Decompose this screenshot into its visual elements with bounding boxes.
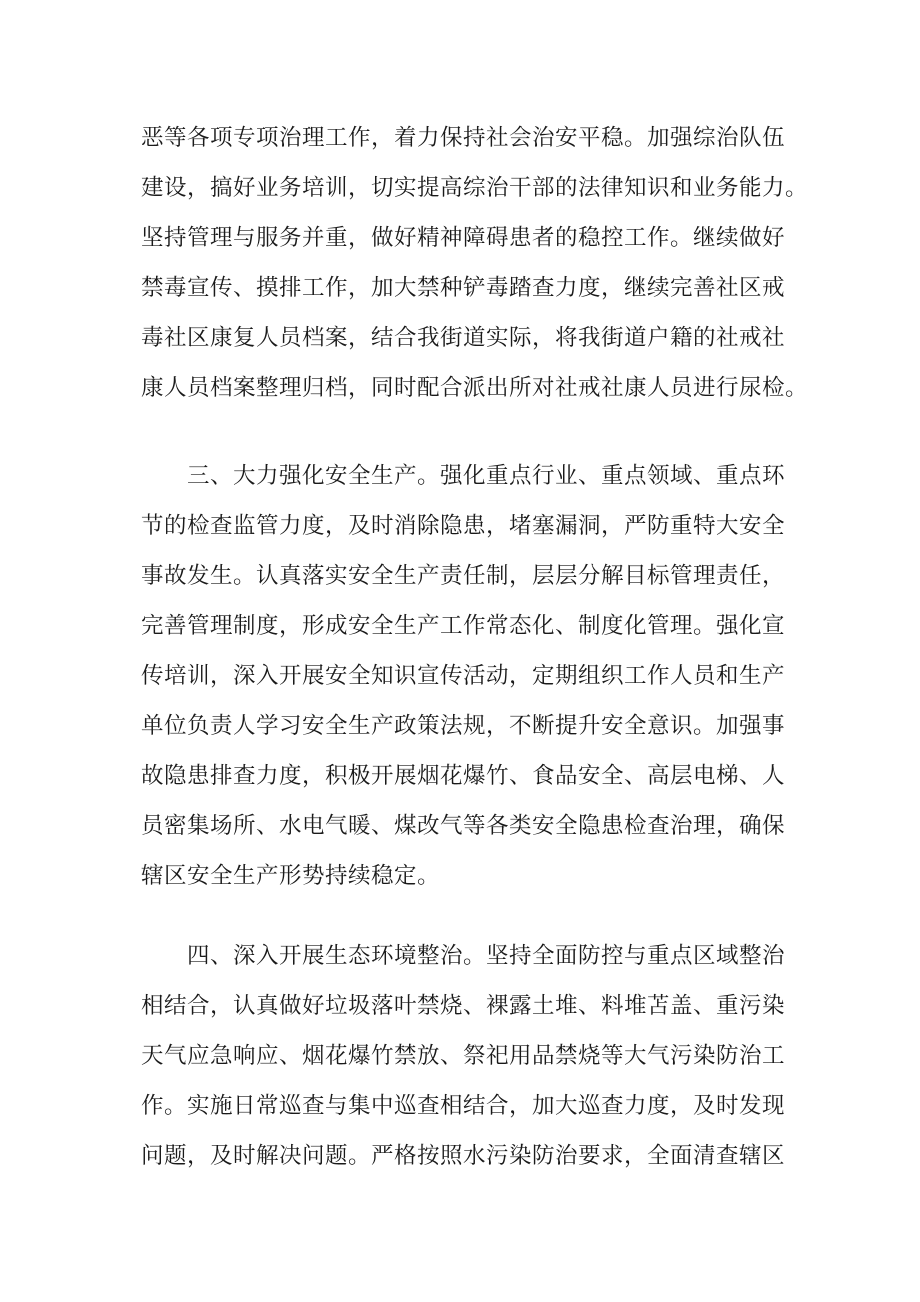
text-line: 相结合，认真做好垃圾落叶禁烧、裸露土堆、料堆苫盖、重污染 bbox=[141, 993, 786, 1019]
text-line: 三、大力强化安全生产。强化重点行业、重点领域、重点环 bbox=[141, 463, 786, 489]
paragraph-environment bbox=[141, 931, 786, 1181]
paragraph-safety-production bbox=[141, 451, 786, 901]
text-line: 完善管理制度，形成安全生产工作常态化、制度化管理。强化宣 bbox=[141, 613, 786, 639]
text-line: 坚持管理与服务并重，做好精神障碍患者的稳控工作。继续做好 bbox=[141, 225, 786, 251]
text-line: 员密集场所、水电气暖、煤改气等各类安全隐患检查治理，确保 bbox=[141, 813, 786, 839]
text-line: 故隐患排查力度，积极开展烟花爆竹、食品安全、高层电梯、人 bbox=[141, 763, 786, 789]
text-line: 四、深入开展生态环境整治。坚持全面防控与重点区域整治 bbox=[141, 943, 786, 969]
text-line: 建设，搞好业务培训，切实提高综治干部的法律知识和业务能力。 bbox=[141, 175, 809, 201]
text-line: 毒社区康复人员档案，结合我街道实际，将我街道户籍的社戒社 bbox=[141, 325, 786, 351]
text-line: 节的检查监管力度，及时消除隐患，堵塞漏洞，严防重特大安全 bbox=[141, 513, 786, 539]
text-line: 康人员档案整理归档，同时配合派出所对社戒社康人员进行尿检。 bbox=[141, 375, 809, 401]
text-line: 作。实施日常巡查与集中巡查相结合，加大巡查力度，及时发现 bbox=[141, 1093, 786, 1119]
paragraph-public-security bbox=[141, 113, 809, 413]
text-line: 辖区安全生产形势持续稳定。 bbox=[141, 863, 441, 889]
text-line: 单位负责人学习安全生产政策法规，不断提升安全意识。加强事 bbox=[141, 713, 786, 739]
text-line: 事故发生。认真落实安全生产责任制，层层分解目标管理责任， bbox=[141, 563, 786, 589]
text-line: 恶等各项专项治理工作，着力保持社会治安平稳。加强综治队伍 bbox=[141, 125, 786, 151]
text-line: 天气应急响应、烟花爆竹禁放、祭祀用品禁烧等大气污染防治工 bbox=[141, 1043, 786, 1069]
text-line: 传培训，深入开展安全知识宣传活动，定期组织工作人员和生产 bbox=[141, 663, 786, 689]
text-line: 禁毒宣传、摸排工作，加大禁种铲毒踏查力度，继续完善社区戒 bbox=[141, 275, 786, 301]
text-line: 问题，及时解决问题。严格按照水污染防治要求，全面清查辖区 bbox=[141, 1143, 786, 1169]
